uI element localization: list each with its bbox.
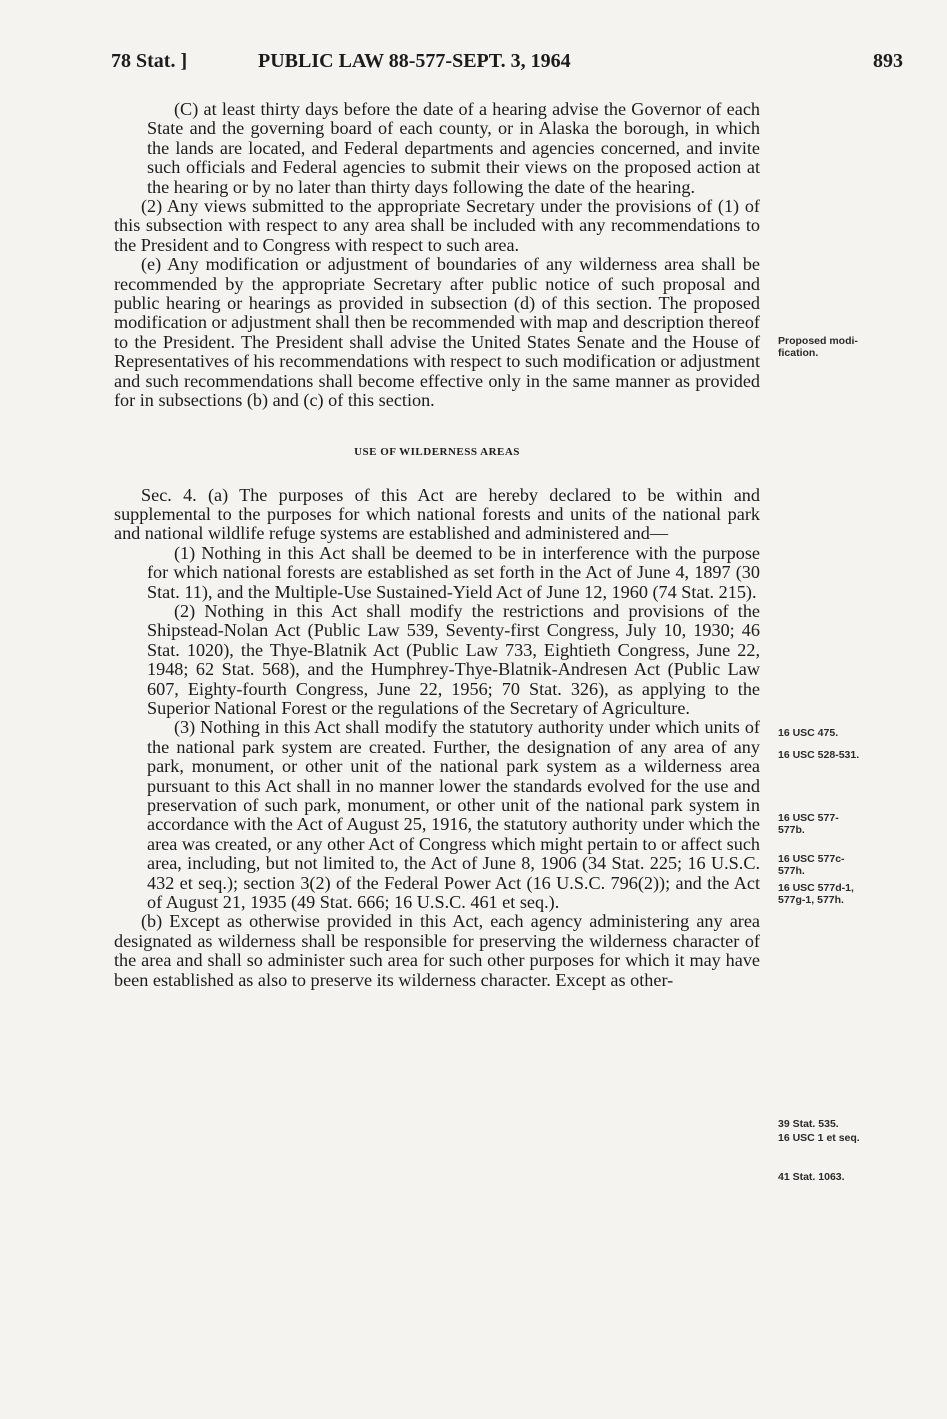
page-header-title: PUBLIC LAW 88-577-SEPT. 3, 1964 [258,50,571,72]
paragraph-c: (C) at least thirty days before the date of a hearing advise the Governor of each State and the governing board of each county, or in Alaska the borough, in which the lands are located, and Federal departments and agencies concerned, and invite such officials and Federal agencies to submit their views on the proposed action at the hearing or by no later than thirty days following the date of the hearing. [147,99,760,197]
paragraph-e: (e) Any modification or adjustment of boundaries of any wilderness area shall be recommended by the appropriate Secretary after public notice of such proposal and public hearing or hearings as provided in subsection (d) of this section. The proposed modification or adjustment shall then be recommended with map and description thereof to the President. The President shall advise the United States Senate and the House of Representatives of his recommendations with respect to such modification or adjustment and such recommendations shall become effective only in the same manner as provided for in subsections (b) and (c) of this section. [114,254,760,411]
margin-note-41stat1063: 41 Stat. 1063. [778,1171,845,1183]
margin-note-line: Proposed modi- [778,335,858,347]
margin-note-line: 16 USC 577- [778,812,839,824]
paragraph-sec4a: Sec. 4. (a) The purposes of this Act are hereby declared to be within and supplemental to the purposes for which national forests and units of the national park and national wildlife refuge systems are established and administered and— [114,484,760,544]
paragraph-d2: (2) Any views submitted to the appropriate Secretary under the provisions of (1) of this subsection with respect to any area shall be included with any recommendations to the President and to Congress with respect to such area. [114,196,760,255]
margin-note-line: 577h. [778,865,805,877]
margin-note-line: 577g-1, 577h. [778,894,844,906]
margin-note-line: 16 USC 577c- [778,853,845,865]
paragraph-a3: (3) Nothing in this Act shall modify the statutory authority under which units of the national park system are created. Further, the designation of any area of any park, monument, or other unit of the national park system as a wilderness area pursuant to this Act shall in no manner lower the standards evolved for the use and preservation of such park, monument, or other unit of the national park system in accordance with the Act of August 25, 1916, the statutory authority under which the area was created, or any other Act of Congress which might pertain to or affect such area, including, but not limited to, the Act of June 8, 1906 (34 Stat. 225; 16 U.S.C. 432 et seq.); section 3(2) of the Federal Power Act (16 U.S.C. 796(2)); and the Act of August 21, 1935 (49 Stat. 666; 16 U.S.C. 461 et seq.). [147,717,760,913]
margin-note-proposed-modification [778,335,858,359]
margin-note-line: 16 USC 577d-1, [778,882,854,894]
margin-note-16usc577c [778,853,845,877]
margin-note-16usc528: 16 USC 528-531. [778,749,860,761]
margin-note-16usc475: 16 USC 475. [778,727,839,739]
paragraph-a2: (2) Nothing in this Act shall modify the restrictions and provisions of the Shipstead-Nolan Act (Public Law 539, Seventy-first Congress, July 10, 1930; 46 Stat. 1020), the Thye-Blatnik Act (Public Law 733, Eightieth Congress, June 22, 1948; 62 Stat. 568), and the Humphrey-Thye-Blatnik-Andresen Act (Public Law 607, Eighty-fourth Congress, June 22, 1956; 70 Stat. 326), as applying to the Superior National Forest or the regulations of the Secretary of Agriculture. [147,600,760,718]
margin-note-line: 577b. [778,824,805,836]
margin-note-16usc577 [778,812,839,836]
statute-volume-label: 78 Stat. ] [111,50,188,72]
page-number: 893 [873,50,903,72]
paragraph-a1: (1) Nothing in this Act shall be deemed to be in interference with the purpose for which national forests are established as set forth in the Act of June 4, 1897 (30 Stat. 11), and the Multiple-Use Sustained-Yield Act of June 12, 1960 (74 Stat. 215). [147,542,760,602]
margin-note-line: fication. [778,347,819,359]
margin-note-39stat535: 39 Stat. 535. [778,1118,839,1130]
section-heading: USE OF WILDERNESS AREAS [354,445,520,458]
margin-note-16usc577d [778,882,854,906]
margin-note-16usc1: 16 USC 1 et seq. [778,1132,860,1144]
body-text [114,100,760,990]
paragraph-b: (b) Except as otherwise provided in this Act, each agency administering any area designated as wilderness shall be responsible for preserving the wilderness character of the area and shall so administer such area for such other purposes for which it may have been established as also to preserve its wilderness character. Except as other- [114,911,760,990]
